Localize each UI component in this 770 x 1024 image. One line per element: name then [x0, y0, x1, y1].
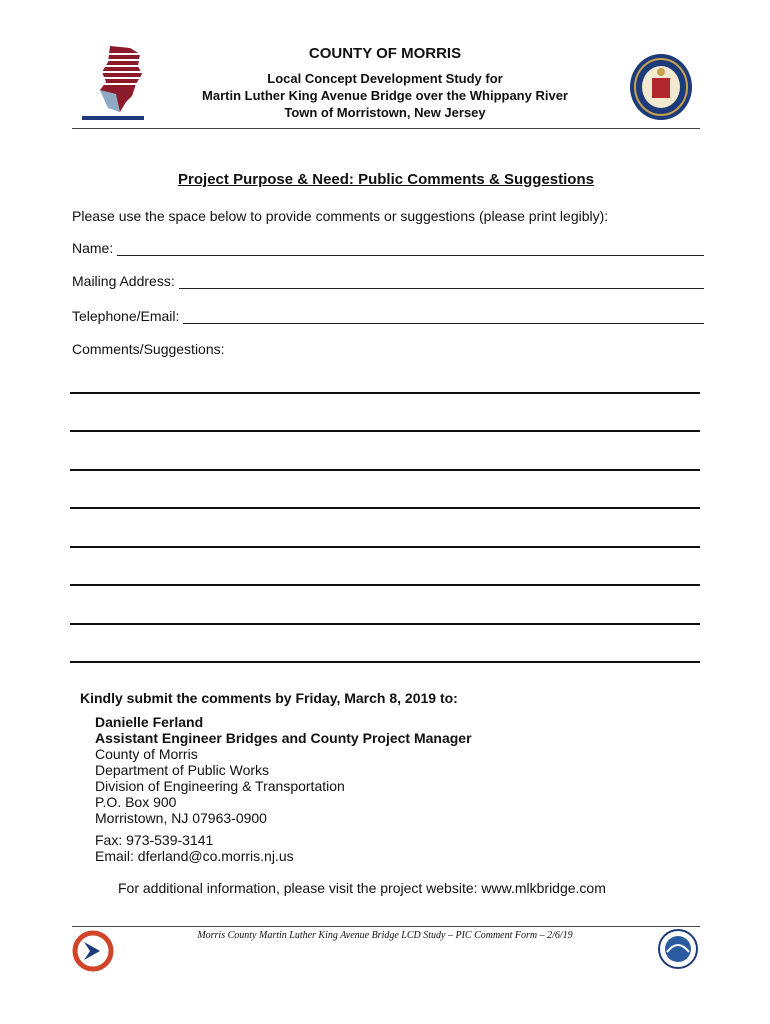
comments-label: Comments/Suggestions: — [72, 341, 225, 357]
header-divider — [72, 128, 700, 129]
comment-line[interactable] — [70, 584, 700, 586]
comment-line[interactable] — [70, 546, 700, 548]
name-field[interactable] — [72, 240, 704, 256]
contact-line: Division of Engineering & Transportation — [95, 778, 345, 794]
telephone-email-field[interactable] — [72, 308, 704, 324]
contact-block — [95, 714, 472, 864]
website-note: For additional information, please visit the project website: www.mlkbridge.com — [118, 880, 606, 896]
nj-state-map-logo-icon — [80, 42, 150, 122]
telephone-email-label: Telephone/Email: — [72, 308, 180, 324]
header-line-3: Town of Morristown, New Jersey — [284, 105, 486, 120]
header-line-2: Martin Luther King Avenue Bridge over the Whippany River — [202, 88, 568, 103]
header-line-1: Local Concept Development Study for — [267, 71, 503, 86]
mailing-address-field[interactable] — [72, 273, 704, 289]
footer-divider — [72, 926, 700, 927]
contact-line: Department of Public Works — [95, 762, 270, 778]
comment-line[interactable] — [70, 623, 700, 625]
comment-line[interactable] — [70, 661, 700, 663]
contact-line: Morristown, NJ 07963-0900 — [95, 810, 267, 826]
contact-line: County of Morris — [95, 746, 198, 762]
instructions: Please use the space below to provide comments or suggestions (please print legibly): — [72, 208, 609, 224]
contact-fax: Fax: 973-539-3141 — [95, 832, 214, 848]
comment-line[interactable] — [70, 430, 700, 432]
county-seal-icon — [628, 52, 694, 122]
mailing-address-input-line[interactable] — [179, 276, 704, 289]
footer-text: Morris County Martin Luther King Avenue Bridge LCD Study – PIC Comment Form – 2/6/19 — [197, 930, 573, 941]
name-label: Name: — [72, 240, 114, 256]
contact-title: Assistant Engineer Bridges and County Project Manager — [95, 730, 472, 746]
contact-line: P.O. Box 900 — [95, 794, 177, 810]
contact-name: Danielle Ferland — [95, 714, 204, 730]
comment-line[interactable] — [70, 469, 700, 471]
form-title: Project Purpose & Need: Public Comments & Suggestions — [178, 171, 594, 188]
submit-heading: Kindly submit the comments by Friday, March 8, 2019 to: — [80, 690, 458, 706]
comment-line[interactable] — [70, 392, 700, 394]
comment-line[interactable] — [70, 507, 700, 509]
contact-email: Email: dferland@co.morris.nj.us — [95, 848, 294, 864]
county-name: COUNTY OF MORRIS — [308, 45, 462, 62]
name-input-line[interactable] — [117, 243, 704, 256]
mailing-address-label: Mailing Address: — [72, 273, 175, 289]
telephone-email-input-line[interactable] — [183, 311, 704, 324]
njdot-logo-icon — [72, 930, 114, 972]
usdot-seal-icon — [657, 928, 699, 970]
